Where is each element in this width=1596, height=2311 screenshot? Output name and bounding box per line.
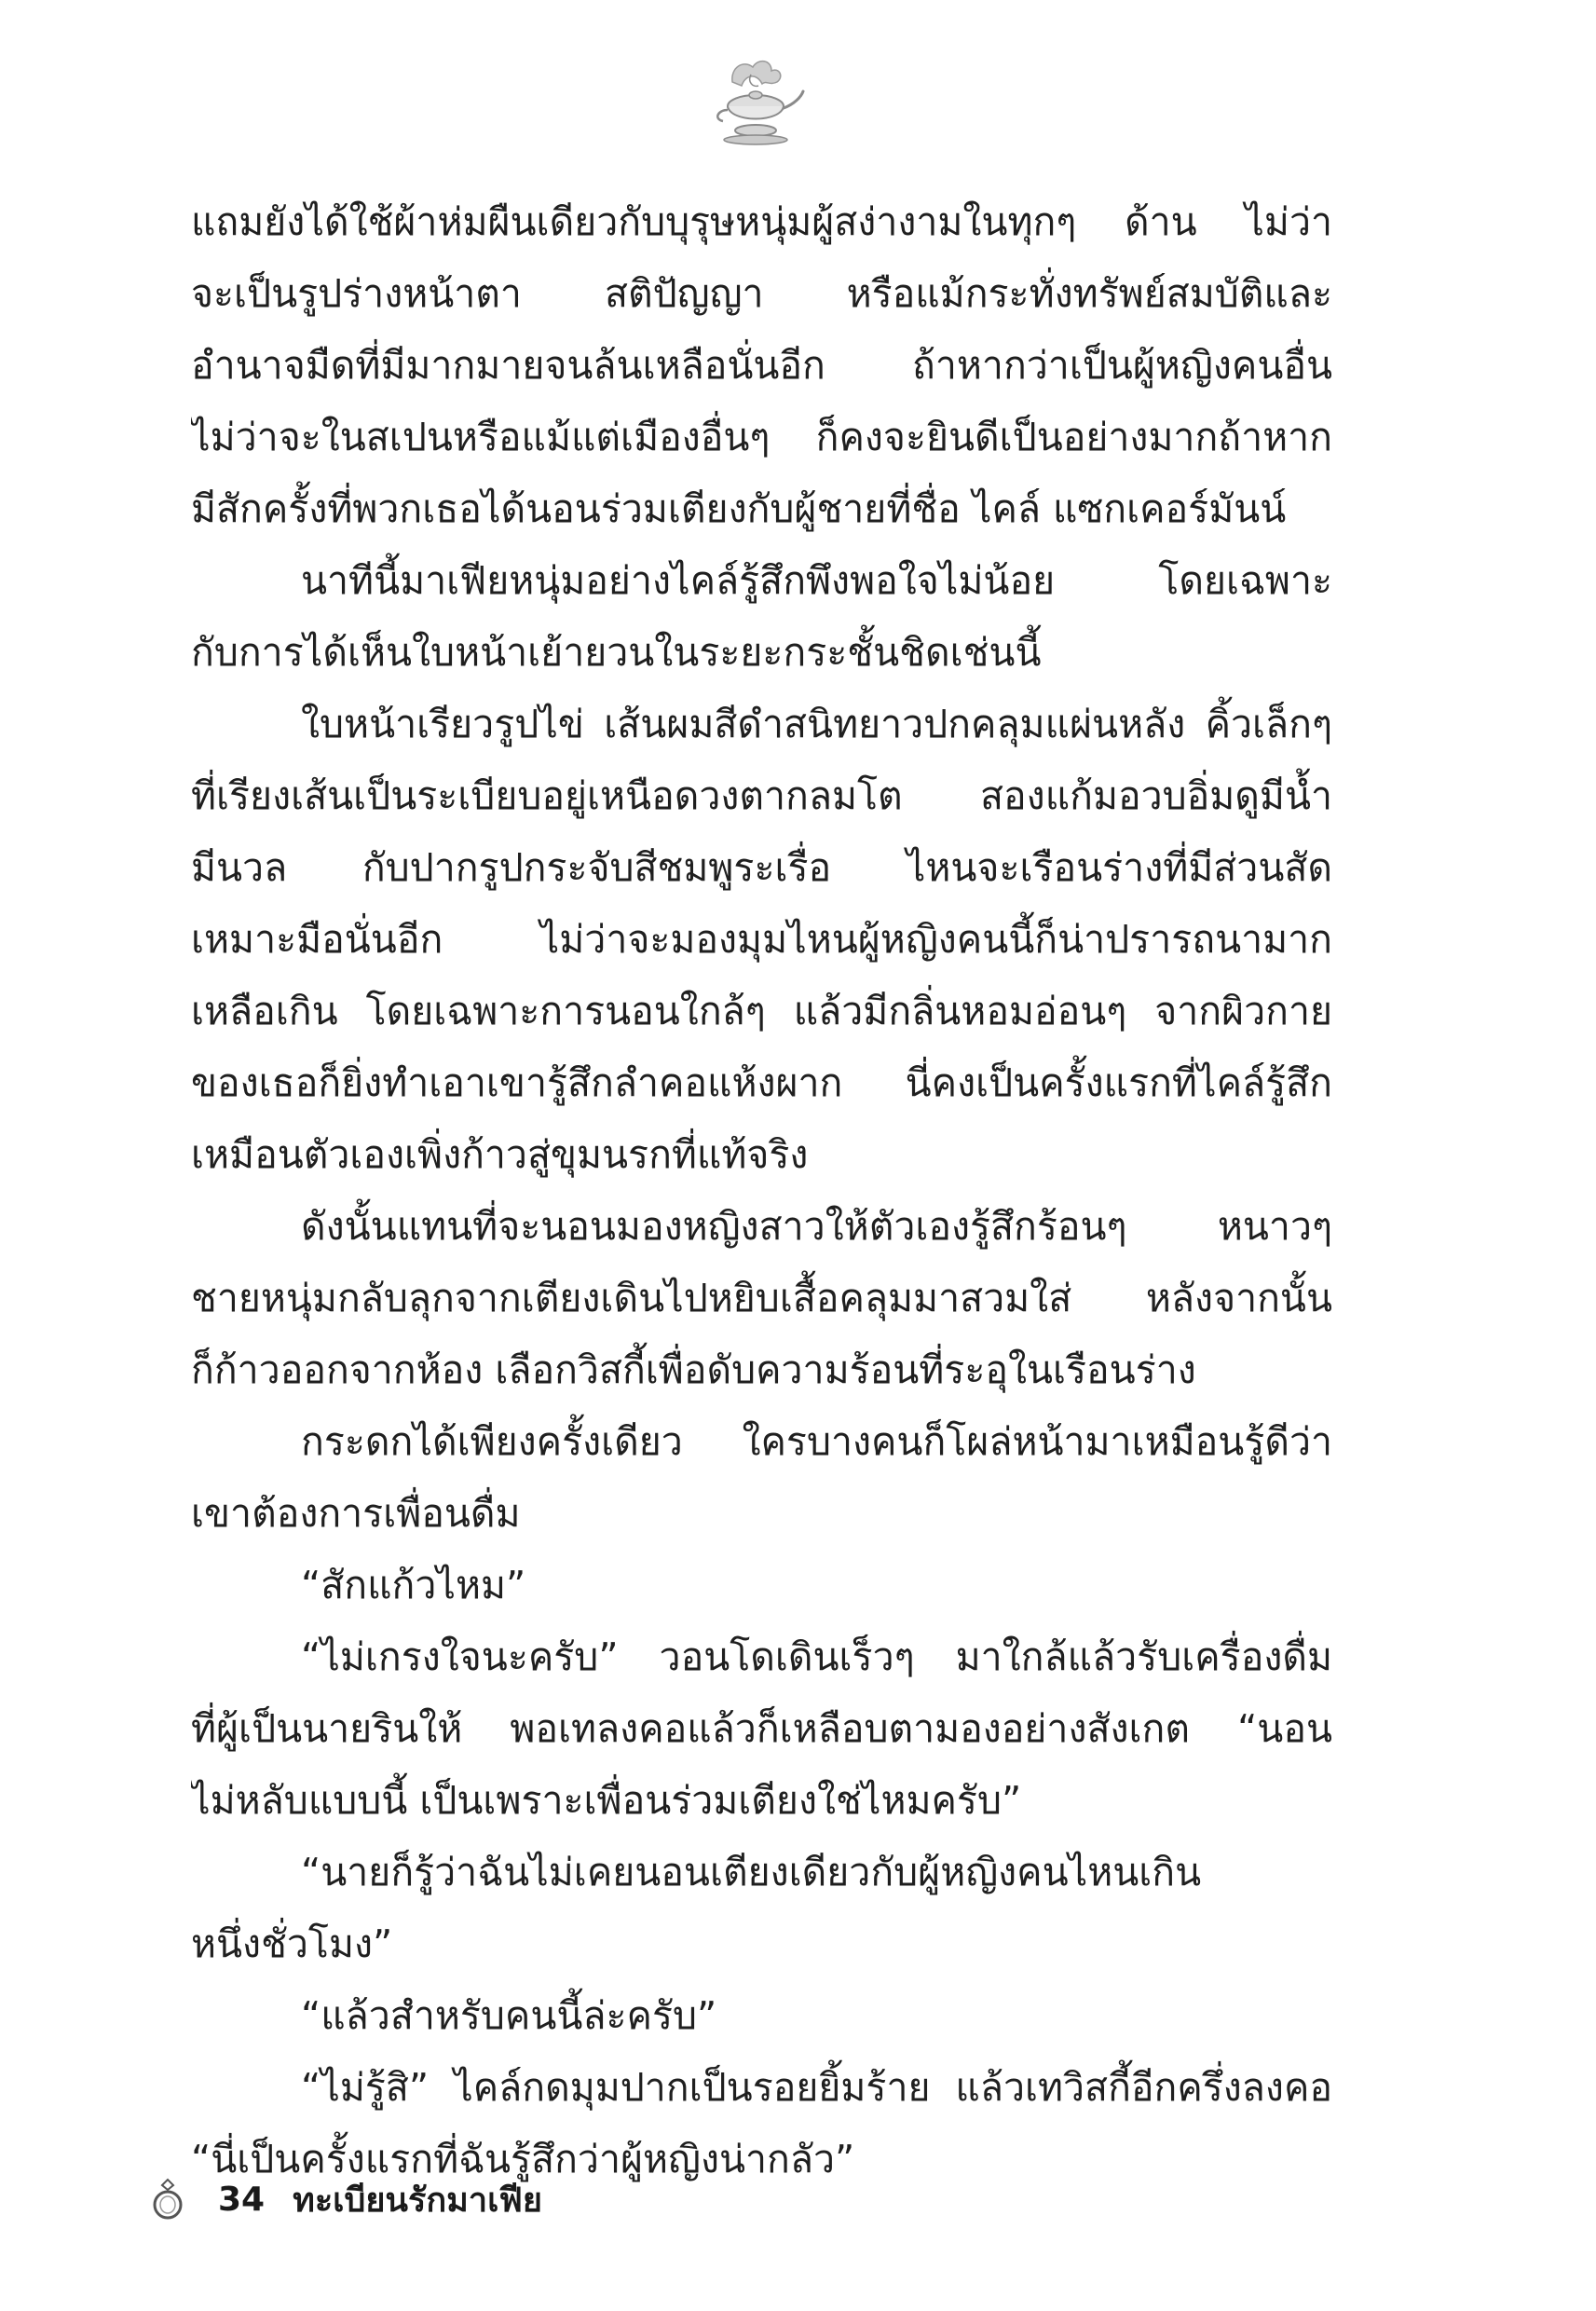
text-line: แถมยังได้ใช้ผ้าห่มผืนเดียวกับบุรุษหนุ่มผู้สง่างามในทุกๆ ด้าน ไม่ว่า bbox=[191, 199, 1332, 244]
magic-lamp-icon bbox=[704, 54, 807, 147]
text-line: มีนวล กับปากรูปกระจับสีชมพูระเรื่อ ไหนจะเรือนร่างที่มีส่วนสัด bbox=[191, 845, 1332, 890]
text-line: “สักแก้วไหม” bbox=[301, 1563, 526, 1607]
text-line: ไม่ว่าจะในสเปนหรือแม้แต่เมืองอื่นๆ ก็คงจะยินดีเป็นอย่างมากถ้าหาก bbox=[191, 415, 1332, 459]
text-line: “นายก็รู้ว่าฉันไม่เคยนอนเตียงเดียวกับผู้หญิงคนไหนเกิน bbox=[301, 1850, 1202, 1894]
text-line: “นี่เป็นครั้งแรกที่ฉันรู้สึกว่าผู้หญิงน่ากลัว” bbox=[191, 2137, 855, 2181]
text-line: ดังนั้นแทนที่จะนอนมองหญิงสาวให้ตัวเองรู้สึกร้อนๆ หนาวๆ bbox=[301, 1204, 1332, 1249]
text-line: ไม่หลับแบบนี้ เป็นเพราะเพื่อนร่วมเตียงใช่ไหมครับ” bbox=[191, 1778, 1022, 1823]
text-line: ที่เรียงเส้นเป็นระเบียบอยู่เหนือดวงตากลมโต สองแก้มอวบอิ่มดูมีน้ำ bbox=[191, 773, 1332, 818]
ring-icon bbox=[149, 2178, 186, 2221]
text-line: “ไม่รู้สิ” ไคล์กดมุมปากเป็นรอยยิ้มร้าย แล้วเทวิสกี้อีกครึ่งลงคอ bbox=[301, 2065, 1332, 2110]
page-number: 34 bbox=[218, 2180, 266, 2219]
text-line: กับการได้เห็นใบหน้าเย้ายวนในระยะกระชั้นชิดเช่นนี้ bbox=[191, 630, 1042, 675]
body-text bbox=[191, 186, 1332, 2195]
text-line: อำนาจมืดที่มีมากมายจนล้นเหลือนั่นอีก ถ้าหากว่าเป็นผู้หญิงคนอื่น bbox=[191, 343, 1332, 388]
book-title: ทะเบียนรักมาเฟีย bbox=[293, 2181, 542, 2220]
text-line: นาทีนี้มาเฟียหนุ่มอย่างไคล์รู้สึกพึงพอใจไม่น้อย โดยเฉพาะ bbox=[301, 558, 1332, 603]
text-line: ก็ก้าวออกจากห้อง เลือกวิสกี้เพื่อดับความร้อนที่ระอุในเรือนร่าง bbox=[191, 1347, 1196, 1392]
text-line: เขาต้องการเพื่อนดื่ม bbox=[191, 1491, 521, 1536]
text-line: ใบหน้าเรียวรูปไข่ เส้นผมสีดำสนิทยาวปกคลุมแผ่นหลัง คิ้วเล็กๆ bbox=[301, 702, 1332, 746]
text-line: ที่ผู้เป็นนายรินให้ พอเทลงคอแล้วก็เหลือบตามองอย่างสังเกต “นอน bbox=[191, 1706, 1332, 1751]
text-line: หนึ่งชั่วโมง” bbox=[191, 1921, 393, 1966]
page-footer bbox=[149, 2171, 542, 2227]
text-line: เหลือเกิน โดยเฉพาะการนอนใกล้ๆ แล้วมีกลิ่นหอมอ่อนๆ จากผิวกาย bbox=[191, 989, 1332, 1033]
text-line: กระดกได้เพียงครั้งเดียว ใครบางคนก็โผล่หน้ามาเหมือนรู้ดีว่า bbox=[301, 1419, 1332, 1464]
text-line: ชายหนุ่มกลับลุกจากเตียงเดินไปหยิบเสื้อคลุมมาสวมใส่ หลังจากนั้น bbox=[191, 1276, 1332, 1320]
text-line: เหมือนตัวเองเพิ่งก้าวสู่ขุมนรกที่แท้จริง bbox=[191, 1132, 809, 1177]
text-line: ของเธอก็ยิ่งทำเอาเขารู้สึกลำคอแห้งผาก นี่คงเป็นครั้งแรกที่ไคล์รู้สึก bbox=[191, 1060, 1332, 1105]
text-line: เหมาะมือนั่นอีก ไม่ว่าจะมองมุมไหนผู้หญิงคนนี้ก็น่าปรารถนามาก bbox=[191, 917, 1332, 962]
text-line: “แล้วสำหรับคนนี้ล่ะครับ” bbox=[301, 1993, 717, 2038]
text-line: มีสักครั้งที่พวกเธอได้นอนร่วมเตียงกับผู้ชายที่ชื่อ ไคล์ แซกเคอร์มันน์ bbox=[191, 486, 1287, 531]
text-line: จะเป็นรูปร่างหน้าตา สติปัญญา หรือแม้กระทั่งทรัพย์สมบัติและ bbox=[191, 271, 1332, 316]
text-line: “ไม่เกรงใจนะครับ” วอนโดเดินเร็วๆ มาใกล้แล้วรับเครื่องดื่ม bbox=[301, 1634, 1332, 1679]
